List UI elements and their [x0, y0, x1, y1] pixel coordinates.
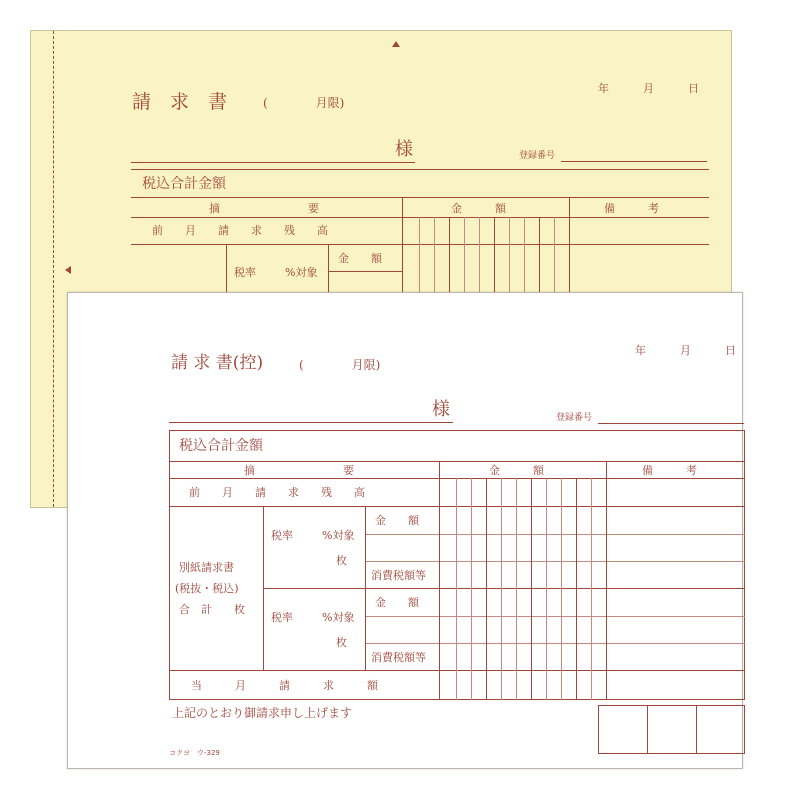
rule [328, 244, 329, 292]
rule [509, 217, 510, 292]
rule [546, 478, 547, 700]
rule [169, 506, 745, 507]
perforation-line [53, 31, 54, 507]
rule [365, 643, 745, 644]
tax-rate-label-1: 税率 [271, 529, 293, 542]
rule [576, 478, 577, 700]
consumption-tax-label-1: 消費税額等 [371, 569, 426, 582]
pct-target-label-2: %対象 [322, 611, 355, 624]
rule [328, 271, 402, 272]
consumption-tax-label-2: 消費税額等 [371, 651, 426, 664]
closing-statement: 上記のとおり御請求申し上げます [172, 706, 353, 720]
rule [402, 197, 403, 292]
current-month-label: 当 月 請 求 額 [191, 679, 378, 692]
seal-boxes [598, 705, 745, 754]
rule [169, 461, 745, 462]
header-remarks: 備 考 [642, 464, 697, 477]
recipient-sama: 様 [395, 139, 413, 160]
month-label: 月 [643, 82, 654, 95]
rule [606, 461, 607, 700]
attached-count-label: 合 計 枚 [179, 603, 245, 616]
header-summary: 摘 要 [244, 464, 354, 477]
registration-line [598, 423, 744, 424]
rule [479, 217, 480, 292]
header-amount: 金 額 [451, 202, 506, 215]
rule [131, 169, 709, 170]
registration-line [561, 161, 707, 162]
rule [434, 217, 435, 292]
registration-label: 登録番号 [556, 413, 593, 423]
rule [365, 561, 745, 562]
rule [516, 478, 517, 700]
rule [456, 478, 457, 700]
invoice-title: 請 求 書(控) [171, 353, 264, 373]
rule [524, 217, 525, 292]
rule [561, 478, 562, 700]
total-label: 税込合計金額 [179, 438, 263, 454]
year-label: 年 [598, 82, 609, 95]
header-summary: 摘 要 [209, 202, 319, 215]
rule [531, 478, 532, 700]
recipient-sama: 様 [432, 399, 450, 420]
rule [449, 217, 450, 292]
rule [569, 197, 570, 292]
product-code: コクヨ ウ-329 [169, 749, 220, 757]
period-label: ( 月限) [299, 358, 381, 372]
rule [554, 217, 555, 292]
pct-target-label-1: %対象 [322, 529, 355, 542]
kingaku-label-1: 金 額 [375, 514, 419, 527]
rule [464, 217, 465, 292]
rule [365, 534, 745, 535]
invoice-copy-white [67, 292, 743, 769]
rule [486, 478, 487, 700]
header-amount: 金 額 [489, 464, 544, 477]
rule [494, 217, 495, 292]
sheet-count-2: 枚 [336, 636, 347, 649]
sheet-count-1: 枚 [336, 554, 347, 567]
header-remarks: 備 考 [604, 202, 659, 215]
day-label: 日 [688, 82, 699, 95]
pct-target-label: %対象 [285, 266, 318, 279]
prev-balance-label: 前 月 請 求 残 高 [189, 486, 365, 499]
month-label: 月 [680, 344, 691, 357]
rule [169, 478, 745, 479]
rule [131, 244, 709, 245]
rule [365, 506, 366, 670]
tax-rate-label: 税率 [234, 266, 256, 279]
rule [131, 217, 709, 218]
recipient-line [131, 162, 415, 163]
rule [263, 588, 745, 589]
rule [419, 217, 420, 292]
period-label: ( 月限) [263, 96, 345, 110]
tax-inclusion-label: (税抜・税込) [175, 582, 239, 595]
rule [226, 244, 227, 292]
seal-divider [647, 705, 648, 754]
attached-invoice-label: 別紙請求書 [179, 561, 234, 574]
total-label: 税込合計金額 [142, 176, 226, 192]
registration-label: 登録番号 [519, 151, 556, 161]
rule [169, 670, 745, 671]
year-label: 年 [635, 344, 646, 357]
rule [439, 461, 440, 700]
rule [539, 217, 540, 292]
rule [591, 478, 592, 700]
tax-rate-label-2: 税率 [271, 611, 293, 624]
rule [365, 616, 745, 617]
day-label: 日 [725, 344, 736, 357]
recipient-line [169, 422, 453, 423]
rule [131, 197, 709, 198]
kingaku-label: 金 額 [338, 252, 382, 265]
alignment-mark-top [392, 41, 400, 47]
alignment-mark-left [65, 266, 71, 274]
rule [501, 478, 502, 700]
invoice-title: 請 求 書 [132, 91, 228, 113]
kingaku-label-2: 金 額 [375, 596, 419, 609]
seal-divider [696, 705, 697, 754]
rule [471, 478, 472, 700]
prev-balance-label: 前 月 請 求 残 高 [152, 224, 328, 237]
